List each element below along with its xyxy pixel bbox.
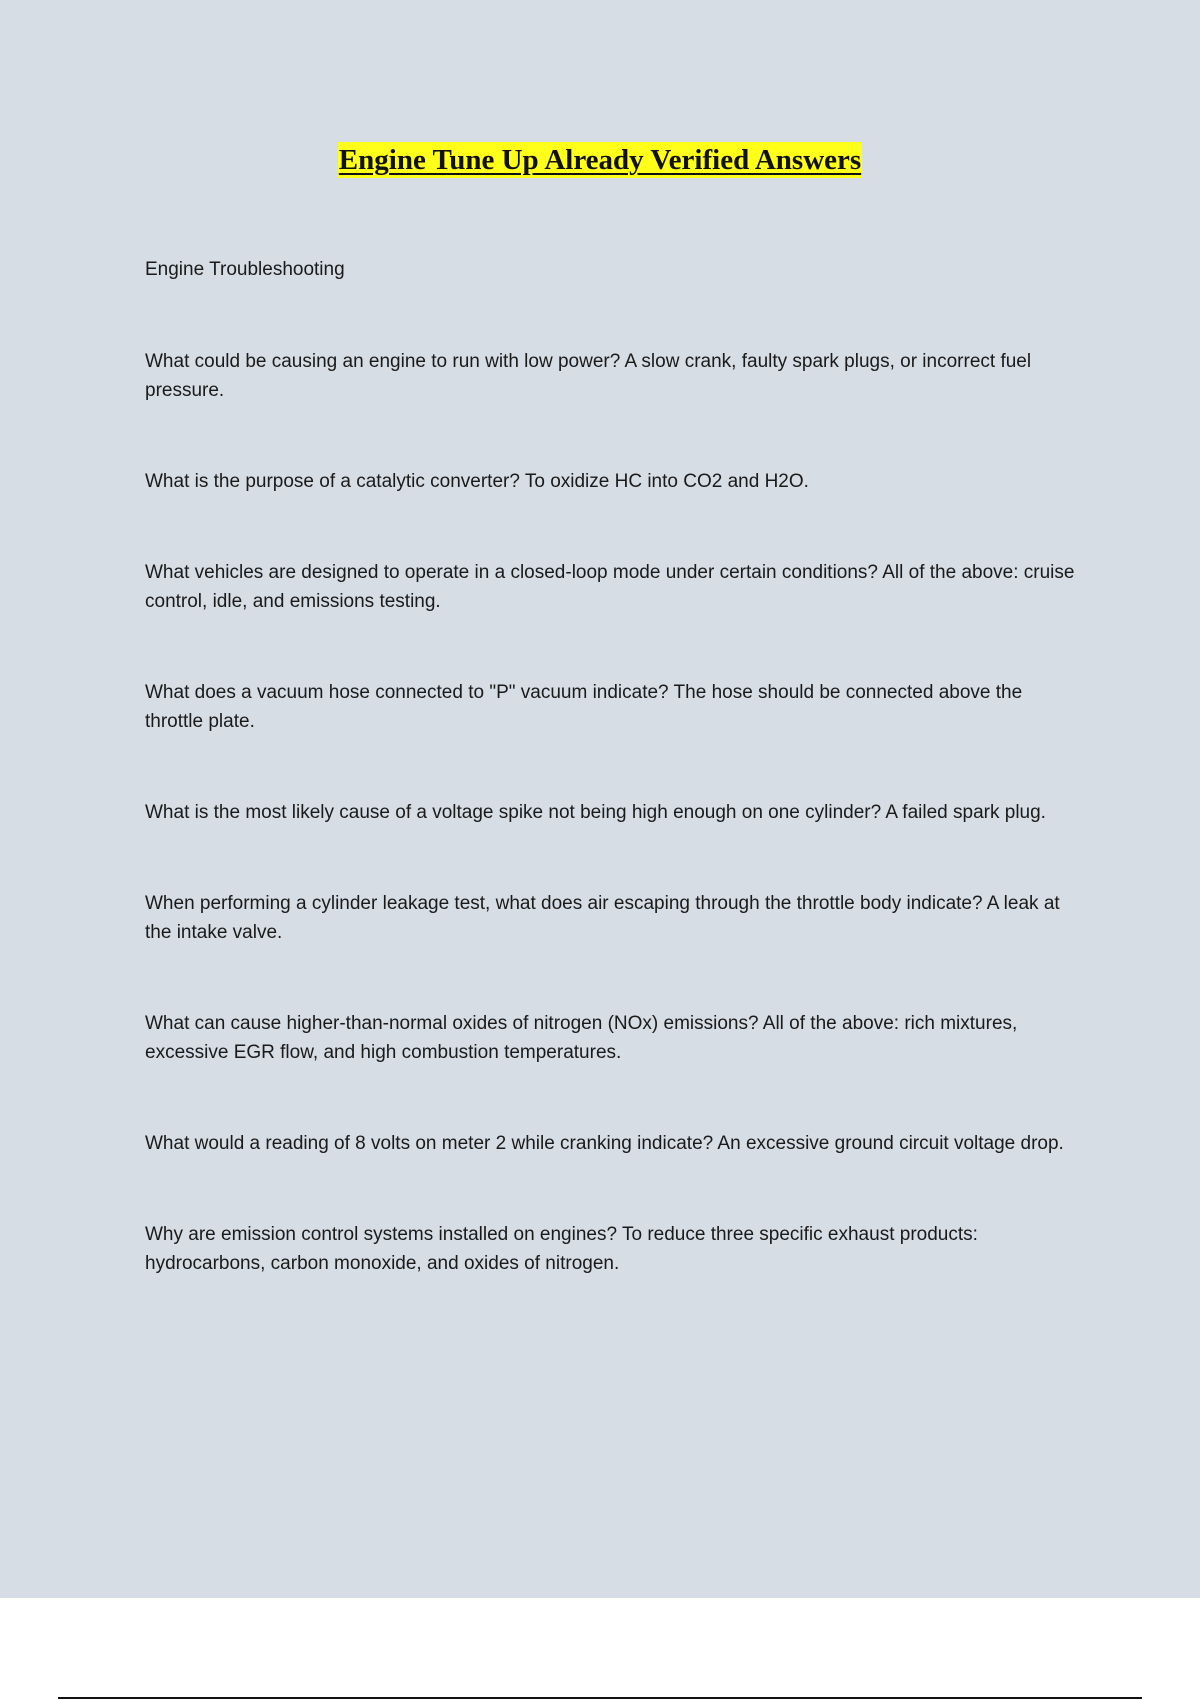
qa-item-4: What does a vacuum hose connected to "P" vacuum indicate? The hose should be connected above the throttle plate. — [145, 682, 1023, 732]
document-title: Engine Tune Up Already Verified Answers — [338, 144, 862, 176]
qa-item-1: What could be causing an engine to run with low power? A slow crank, faulty spark plugs, or incorrect fuel pressure. — [145, 351, 1032, 401]
qa-item-3: What vehicles are designed to operate in a closed-loop mode under certain conditions? All of the above: cruise control, idle, and emissions testing. — [145, 562, 1075, 612]
qa-item-5: What is the most likely cause of a voltage spike not being high enough on one cylinder? A failed spark plug. — [145, 802, 1046, 823]
qa-item-7: What can cause higher-than-normal oxides of nitrogen (NOx) emissions? All of the above: rich mixtures, excessive EGR flow, and high combustion temperatures. — [145, 1013, 1018, 1063]
qa-item-9: Why are emission control systems installed on engines? To reduce three specific exhaust products: hydrocarbons, carbon monoxide, and oxides of nitrogen. — [145, 1224, 978, 1274]
qa-item-8: What would a reading of 8 volts on meter 2 while cranking indicate? An excessive ground circuit voltage drop. — [145, 1133, 1064, 1154]
qa-list — [145, 347, 1085, 1278]
title-container — [0, 143, 1200, 178]
qa-item-2: What is the purpose of a catalytic converter? To oxidize HC into CO2 and H2O. — [145, 471, 809, 492]
section-heading: Engine Troubleshooting — [145, 259, 345, 280]
qa-item-6: When performing a cylinder leakage test, what does air escaping through the throttle body indicate? A leak at the intake valve. — [145, 893, 1060, 943]
footer-divider — [58, 1697, 1142, 1699]
